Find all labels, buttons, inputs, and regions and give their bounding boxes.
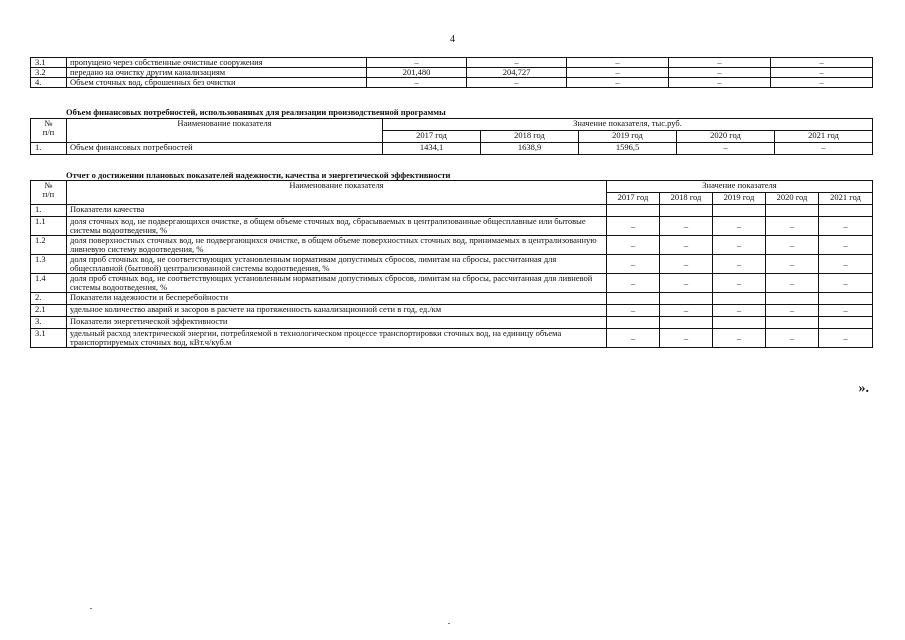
header-year: 2019 год <box>579 131 677 143</box>
row-value: – <box>660 305 713 317</box>
header-year: 2018 год <box>481 131 579 143</box>
header-year: 2020 год <box>677 131 775 143</box>
empty-cell <box>766 293 819 305</box>
row-value: – <box>766 217 819 236</box>
row-name: доля сточных вод, не подвергающихся очистке, в общем объеме сточных вод, сбрасываемых в централизованные общесплавные или бытовые системы водоотведения, % <box>67 217 607 236</box>
table-row <box>31 236 873 255</box>
empty-cell <box>713 293 766 305</box>
row-value: – <box>367 78 467 88</box>
row-number: 2.1 <box>31 305 67 317</box>
empty-cell <box>819 317 873 329</box>
table-row <box>31 68 873 78</box>
row-value: – <box>607 329 660 348</box>
header-values-title: Значение показателя, тыс.руб. <box>383 119 873 131</box>
table-row <box>31 217 873 236</box>
row-name: Показатели надежности и бесперебойности <box>67 293 607 305</box>
table-row <box>31 274 873 293</box>
section-row <box>31 205 873 217</box>
row-value: – <box>660 255 713 274</box>
row-value: – <box>771 58 873 68</box>
row-value: – <box>467 58 567 68</box>
header-name: Наименование показателя <box>67 181 607 205</box>
table-row <box>31 78 873 88</box>
row-number: 4. <box>31 78 67 88</box>
header-year: 2021 год <box>775 131 873 143</box>
row-value: – <box>819 236 873 255</box>
row-name: пропущено через собственные очистные сооружения <box>67 58 367 68</box>
row-name: Объем финансовых потребностей <box>67 143 383 155</box>
row-value: 201,480 <box>367 68 467 78</box>
empty-cell <box>766 205 819 217</box>
row-name: удельный расход электрической энергии, потребляемой в технологическом процессе транспортировки сточных вод, на единицу объема транспортируемых сточных вод, кВт.ч/куб.м <box>67 329 607 348</box>
row-value: – <box>567 58 669 68</box>
row-name: доля проб сточных вод, не соответствующих установленным нормативам допустимых сбросов, лимитам на сбросы, рассчитанная для ливневой системы водоотведения, % <box>67 274 607 293</box>
empty-cell <box>607 317 660 329</box>
row-name: передано на очистку другим канализациям <box>67 68 367 78</box>
empty-cell <box>660 205 713 217</box>
header-year: 2020 год <box>766 193 819 205</box>
closing-quote-mark: ». <box>858 381 869 396</box>
empty-cell <box>660 293 713 305</box>
row-value: – <box>766 236 819 255</box>
header-year: 2019 год <box>713 193 766 205</box>
row-name: удельное количество аварий и засоров в расчете на протяженность канализационной сети в год, ед./км <box>67 305 607 317</box>
row-number: 2. <box>31 293 67 305</box>
row-value: – <box>819 274 873 293</box>
row-value: – <box>766 329 819 348</box>
header-year: 2017 год <box>607 193 660 205</box>
row-number: 1.4 <box>31 274 67 293</box>
row-value: – <box>713 274 766 293</box>
row-name: доля проб сточных вод, не соответствующих установленным нормативам допустимых сбросов, лимитам на сбросы, рассчитанная для общесплавной (бытовой) централизованной системы водоотведения, % <box>67 255 607 274</box>
row-value: – <box>771 68 873 78</box>
table-row <box>31 255 873 274</box>
scan-speck <box>448 623 450 624</box>
row-number: 3.1 <box>31 58 67 68</box>
row-number: 1.1 <box>31 217 67 236</box>
row-name: Объем сточных вод, сброшенных без очистки <box>67 78 367 88</box>
empty-cell <box>713 205 766 217</box>
row-value: – <box>775 143 873 155</box>
reliability-indicators-table <box>30 180 873 348</box>
wastewater-volume-table-continuation <box>30 57 873 88</box>
row-number: 3.2 <box>31 68 67 78</box>
row-value: – <box>567 68 669 78</box>
row-value: – <box>607 236 660 255</box>
empty-cell <box>607 293 660 305</box>
row-value: – <box>669 58 771 68</box>
empty-cell <box>819 205 873 217</box>
table-row <box>31 58 873 68</box>
row-number: 3.1 <box>31 329 67 348</box>
row-number: 1.2 <box>31 236 67 255</box>
header-year: 2017 год <box>383 131 481 143</box>
row-value: – <box>819 255 873 274</box>
row-value: – <box>819 217 873 236</box>
row-value: – <box>669 68 771 78</box>
row-value: – <box>713 255 766 274</box>
page-number: 4 <box>450 34 455 45</box>
row-value: – <box>713 329 766 348</box>
empty-cell <box>766 317 819 329</box>
row-value: – <box>713 305 766 317</box>
row-value: – <box>677 143 775 155</box>
row-value: – <box>607 255 660 274</box>
scan-speck <box>90 608 92 609</box>
row-name: доля поверхностных сточных вод, не подвергающихся очистке, в общем объеме поверхностных сточных вод, принимаемых в централизованную ливневую систему водоотведения, % <box>67 236 607 255</box>
row-value: – <box>660 217 713 236</box>
financial-needs-table <box>30 118 873 155</box>
table-row <box>31 305 873 317</box>
row-value: – <box>766 255 819 274</box>
row-value: – <box>713 217 766 236</box>
reliability-report-caption: Отчет о достижении плановых показателей надежности, качества и энергетической эффективности <box>66 170 451 180</box>
row-value: 1434,1 <box>383 143 481 155</box>
row-value: 1638,9 <box>481 143 579 155</box>
header-values-title: Значение показателя <box>607 181 873 193</box>
row-value: – <box>660 236 713 255</box>
financial-needs-caption: Объем финансовых потребностей, использованных для реализации производственной программы <box>66 107 446 117</box>
row-value: – <box>766 305 819 317</box>
table-row <box>31 143 873 155</box>
section-row <box>31 293 873 305</box>
section-row <box>31 317 873 329</box>
table-row <box>31 329 873 348</box>
row-value: – <box>607 217 660 236</box>
row-name: Показатели качества <box>67 205 607 217</box>
header-num: № п/п <box>31 119 67 143</box>
row-value: – <box>819 329 873 348</box>
header-name: Наименование показателя <box>67 119 383 143</box>
row-value: – <box>771 78 873 88</box>
row-value: – <box>713 236 766 255</box>
row-value: – <box>660 274 713 293</box>
empty-cell <box>607 205 660 217</box>
row-value: – <box>669 78 771 88</box>
row-value: – <box>567 78 669 88</box>
row-value: – <box>607 274 660 293</box>
row-name: Показатели энергетической эффективности <box>67 317 607 329</box>
row-number: 3. <box>31 317 67 329</box>
row-value: – <box>467 78 567 88</box>
row-value: 204,727 <box>467 68 567 78</box>
row-number: 1.3 <box>31 255 67 274</box>
row-value: – <box>607 305 660 317</box>
header-year: 2021 год <box>819 193 873 205</box>
row-value: – <box>766 274 819 293</box>
row-value: – <box>819 305 873 317</box>
row-number: 1. <box>31 205 67 217</box>
header-year: 2018 год <box>660 193 713 205</box>
empty-cell <box>713 317 766 329</box>
row-number: 1. <box>31 143 67 155</box>
row-value: 1596,5 <box>579 143 677 155</box>
row-value: – <box>367 58 467 68</box>
row-value: – <box>660 329 713 348</box>
empty-cell <box>660 317 713 329</box>
empty-cell <box>819 293 873 305</box>
header-num: № п/п <box>31 181 67 205</box>
